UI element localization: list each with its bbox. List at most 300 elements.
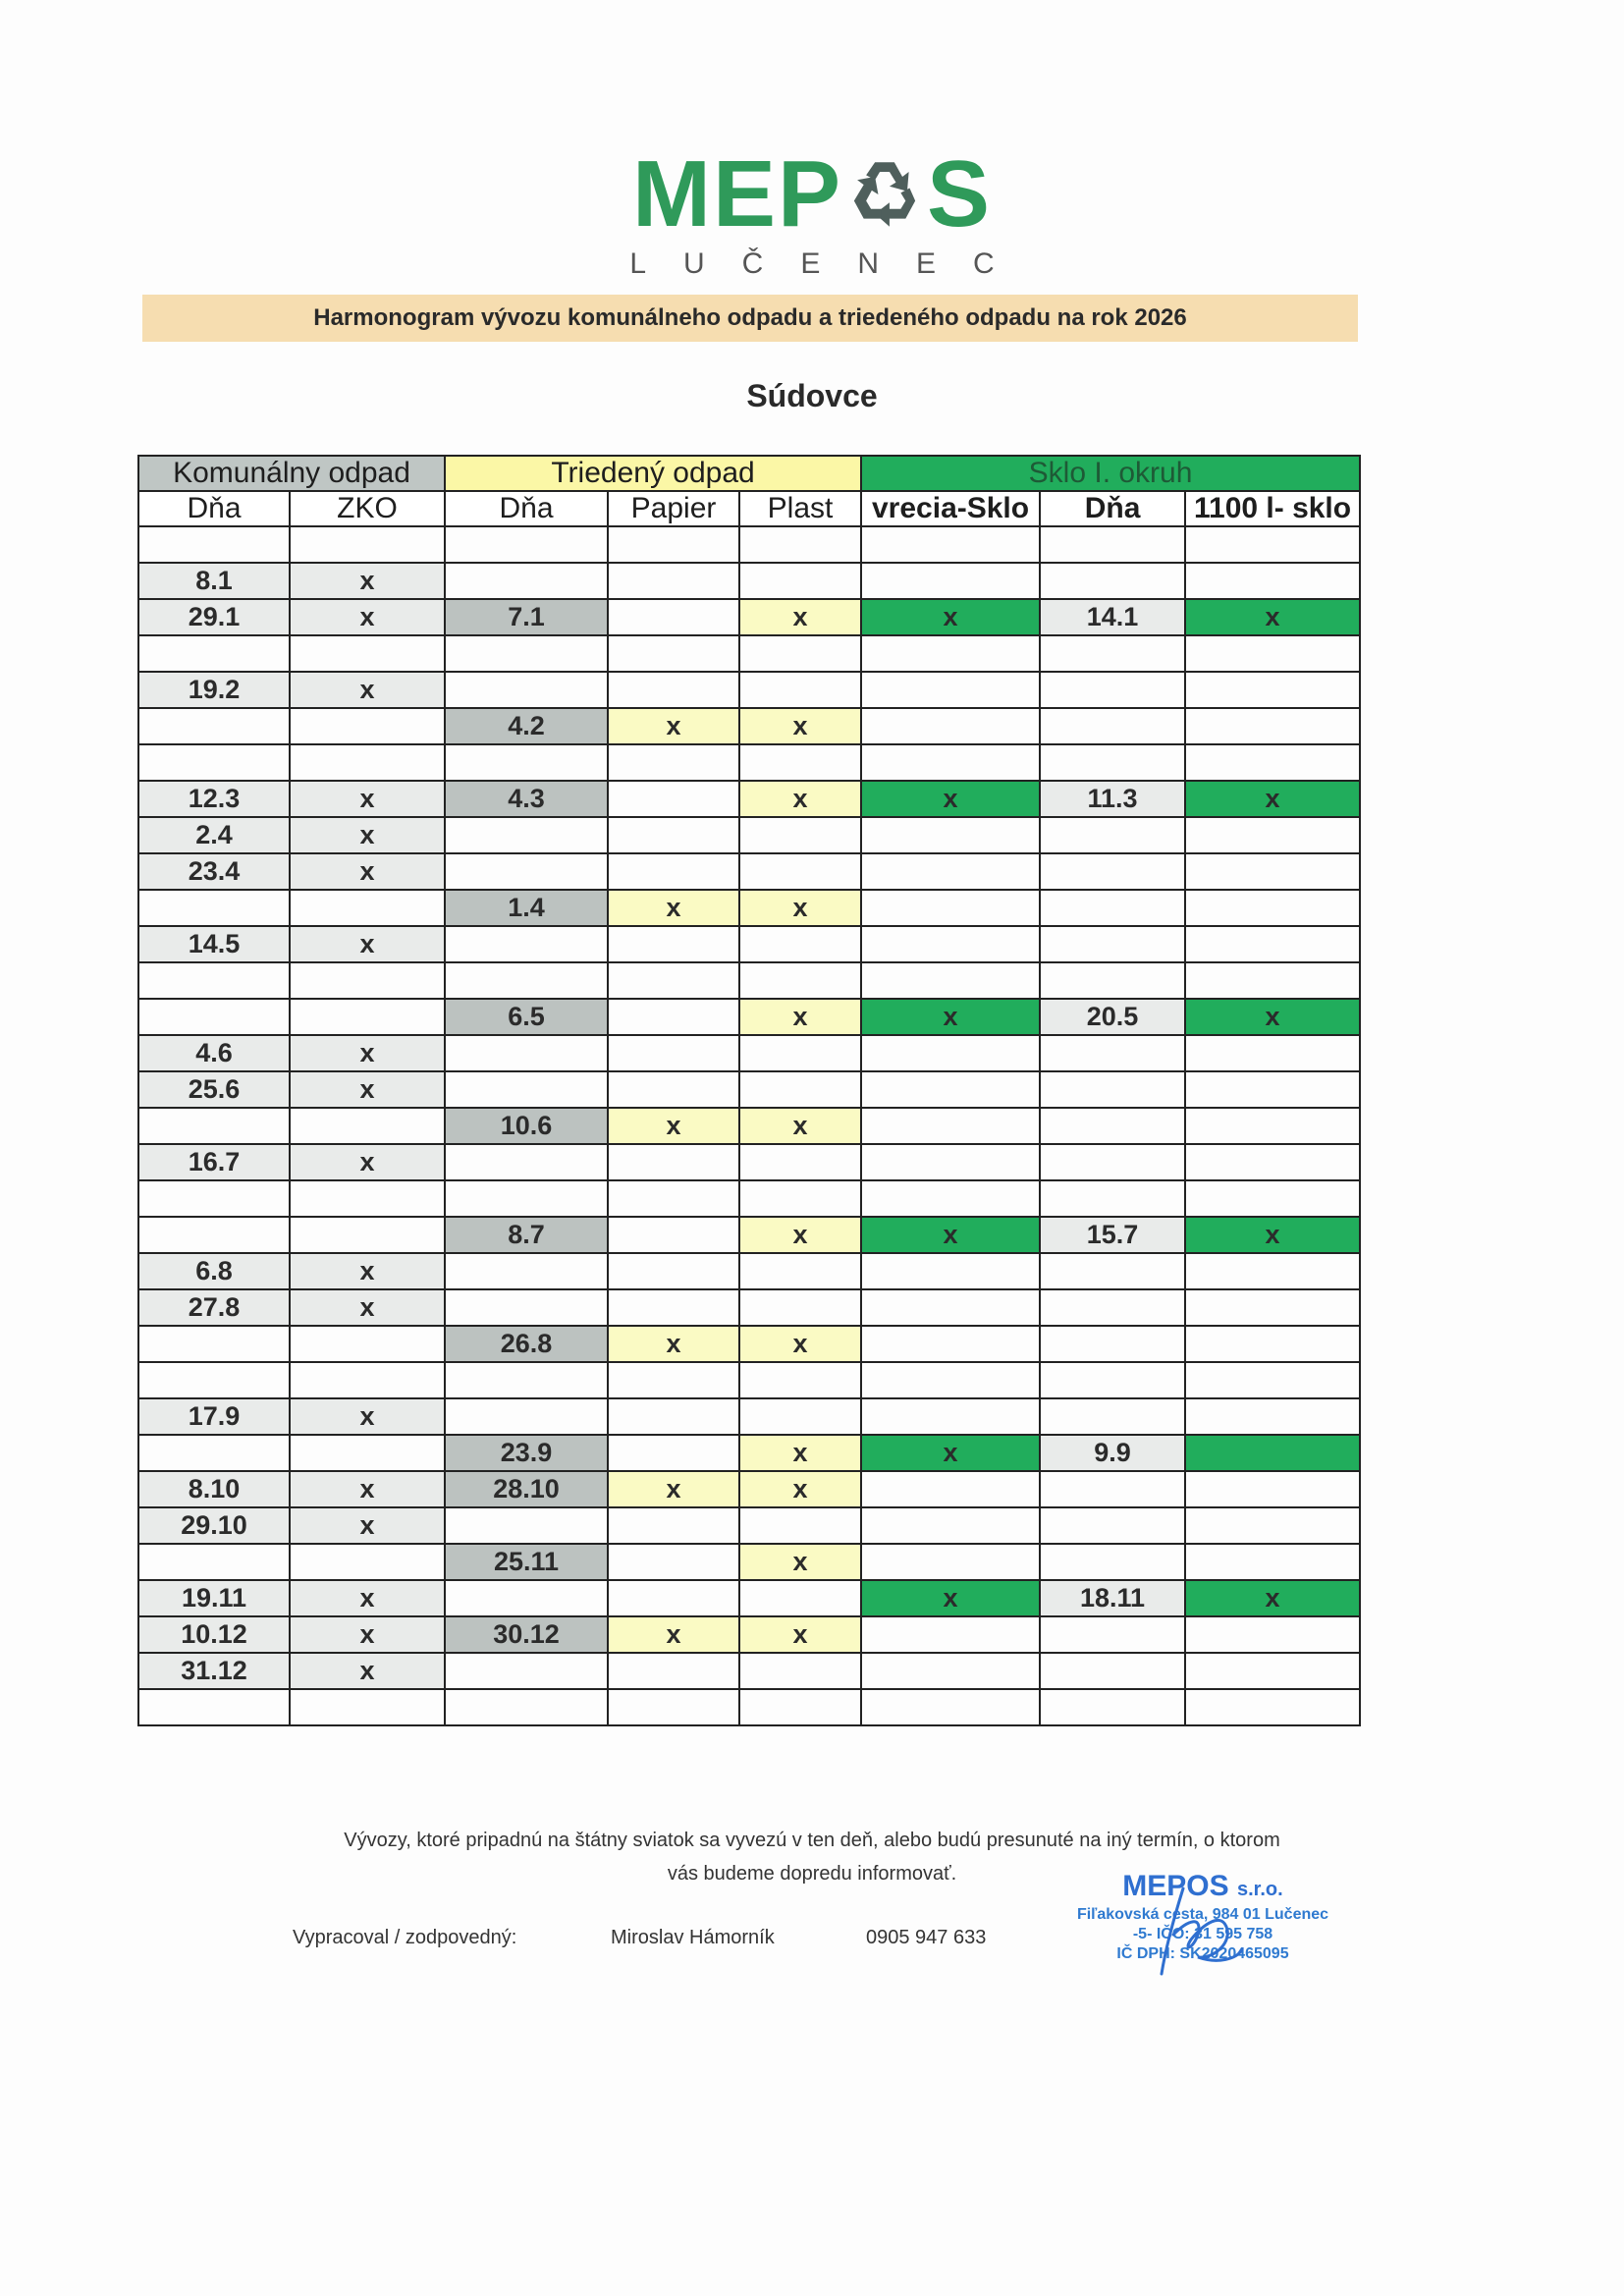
glass-date-cell: 18.11 [1040,1580,1185,1616]
logo-city: LUČENEC [629,247,1032,280]
paper-cell [608,1398,739,1435]
table-row [138,853,1360,890]
glass-bags-cell [861,1289,1040,1326]
paper-cell [608,744,739,781]
col-header-to-date: Dňa [445,491,608,526]
responsible-name: Miroslav Hámorník [611,1927,775,1948]
glass-bags-cell [861,1253,1040,1289]
zko-cell: x [290,1616,445,1653]
ko-date-cell [138,999,290,1035]
paper-cell [608,962,739,999]
table-row [138,526,1360,563]
zko-cell [290,1362,445,1398]
table-body [138,526,1360,1725]
glass-date-cell [1040,526,1185,563]
to-date-cell [445,1035,608,1071]
ko-date-cell: 4.6 [138,1035,290,1071]
to-date-cell: 10.6 [445,1108,608,1144]
zko-cell: x [290,672,445,708]
table-row [138,1471,1360,1507]
zko-cell [290,890,445,926]
table-row [138,1435,1360,1471]
glass-date-cell [1040,1362,1185,1398]
to-date-cell: 4.2 [445,708,608,744]
glass-bags-cell [861,926,1040,962]
ko-date-cell: 10.12 [138,1616,290,1653]
plastic-cell [739,1180,861,1217]
plastic-cell: x [739,1544,861,1580]
glass-bags-cell: x [861,1217,1040,1253]
glass-date-cell [1040,744,1185,781]
zko-cell [290,708,445,744]
ko-date-cell: 8.1 [138,563,290,599]
to-date-cell [445,1362,608,1398]
ko-date-cell: 16.7 [138,1144,290,1180]
glass-1100-cell [1185,1616,1360,1653]
ko-date-cell [138,635,290,672]
col-header-glass-bags: vrecia-Sklo [861,491,1040,526]
glass-bags-cell [861,1544,1040,1580]
to-date-cell [445,1253,608,1289]
ko-date-cell [138,526,290,563]
glass-bags-cell: x [861,1580,1040,1616]
plastic-cell: x [739,708,861,744]
glass-1100-cell [1185,926,1360,962]
plastic-cell [739,526,861,563]
glass-1100-cell [1185,853,1360,890]
glass-1100-cell [1185,563,1360,599]
to-date-cell [445,1398,608,1435]
responsible-phone: 0905 947 633 [866,1927,987,1948]
paper-cell [608,1253,739,1289]
zko-cell [290,1217,445,1253]
plastic-cell: x [739,890,861,926]
zko-cell: x [290,781,445,817]
zko-cell: x [290,563,445,599]
glass-1100-cell [1185,1507,1360,1544]
glass-date-cell [1040,1544,1185,1580]
zko-cell [290,1435,445,1471]
logo-wordmark [631,141,993,246]
to-date-cell: 25.11 [445,1544,608,1580]
table-row [138,563,1360,599]
to-date-cell [445,1289,608,1326]
paper-cell [608,926,739,962]
paper-cell [608,1544,739,1580]
glass-1100-cell [1185,1435,1360,1471]
holiday-note-line-2: vás budeme dopredu informovať. [667,1863,957,1885]
plastic-cell [739,817,861,853]
plastic-cell [739,1689,861,1725]
plastic-cell: x [739,1435,861,1471]
paper-cell: x [608,1471,739,1507]
zko-cell [290,1326,445,1362]
to-date-cell [445,962,608,999]
to-date-cell: 28.10 [445,1471,608,1507]
table-row [138,1689,1360,1725]
glass-1100-cell [1185,1471,1360,1507]
plastic-cell [739,1144,861,1180]
to-date-cell [445,672,608,708]
col-header-plastic: Plast [739,491,861,526]
zko-cell: x [290,1144,445,1180]
glass-1100-cell [1185,962,1360,999]
table-row [138,1217,1360,1253]
zko-cell: x [290,1035,445,1071]
table-row [138,1326,1360,1362]
paper-cell [608,1035,739,1071]
to-date-cell: 30.12 [445,1616,608,1653]
ko-date-cell [138,1689,290,1725]
glass-1100-cell: x [1185,1580,1360,1616]
plastic-cell [739,1289,861,1326]
ko-date-cell [138,890,290,926]
glass-date-cell [1040,563,1185,599]
plastic-cell [739,853,861,890]
ko-date-cell: 8.10 [138,1471,290,1507]
collection-schedule-table [137,455,1361,1726]
stamp-company: MEPOS [1122,1870,1229,1902]
paper-cell [608,1435,739,1471]
glass-bags-cell [861,1035,1040,1071]
to-date-cell [445,744,608,781]
glass-bags-cell [861,1071,1040,1108]
group-header-glass: Sklo I. okruh [861,456,1360,491]
ko-date-cell: 31.12 [138,1653,290,1689]
to-date-cell [445,563,608,599]
plastic-cell [739,744,861,781]
glass-1100-cell [1185,635,1360,672]
ko-date-cell: 29.10 [138,1507,290,1544]
glass-date-cell [1040,1471,1185,1507]
zko-cell: x [290,1071,445,1108]
plastic-cell: x [739,1108,861,1144]
zko-cell [290,999,445,1035]
glass-1100-cell [1185,708,1360,744]
glass-1100-cell [1185,1362,1360,1398]
glass-bags-cell [861,1398,1040,1435]
glass-date-cell [1040,1144,1185,1180]
company-logo [0,141,1624,281]
glass-bags-cell [861,1653,1040,1689]
paper-cell [608,1507,739,1544]
ko-date-cell: 27.8 [138,1289,290,1326]
zko-cell: x [290,1398,445,1435]
table-row [138,1144,1360,1180]
plastic-cell: x [739,1616,861,1653]
glass-1100-cell [1185,1398,1360,1435]
glass-1100-cell [1185,1544,1360,1580]
glass-date-cell [1040,1326,1185,1362]
table-row [138,1616,1360,1653]
glass-bags-cell [861,635,1040,672]
plastic-cell [739,1653,861,1689]
group-header-municipal: Komunálny odpad [138,456,445,491]
table-row [138,1544,1360,1580]
zko-cell [290,1180,445,1217]
to-date-cell [445,1653,608,1689]
logo-name-left: MEP [631,141,842,246]
ko-date-cell: 14.5 [138,926,290,962]
plastic-cell [739,672,861,708]
ko-date-cell: 25.6 [138,1071,290,1108]
glass-1100-cell [1185,890,1360,926]
zko-cell [290,744,445,781]
to-date-cell: 8.7 [445,1217,608,1253]
glass-1100-cell [1185,1253,1360,1289]
glass-1100-cell [1185,526,1360,563]
glass-bags-cell [861,1362,1040,1398]
zko-cell [290,635,445,672]
glass-date-cell [1040,890,1185,926]
ko-date-cell: 19.2 [138,672,290,708]
glass-1100-cell [1185,1035,1360,1071]
glass-1100-cell [1185,1144,1360,1180]
table-row [138,1253,1360,1289]
to-date-cell [445,1507,608,1544]
paper-cell: x [608,890,739,926]
plastic-cell: x [739,1471,861,1507]
zko-cell [290,1108,445,1144]
document-title-banner: Harmonogram vývozu komunálneho odpadu a triedeného odpadu na rok 2026 [142,295,1358,342]
glass-bags-cell [861,1144,1040,1180]
table-row [138,1653,1360,1689]
col-header-ko-date: Dňa [138,491,290,526]
glass-date-cell: 11.3 [1040,781,1185,817]
zko-cell [290,526,445,563]
plastic-cell [739,1362,861,1398]
group-header-sorted: Triedený odpad [445,456,861,491]
ko-date-cell [138,962,290,999]
paper-cell [608,817,739,853]
paper-cell [608,1071,739,1108]
table-column-header-row [138,491,1360,526]
to-date-cell: 4.3 [445,781,608,817]
zko-cell [290,962,445,999]
table-row [138,1289,1360,1326]
table-group-header-row [138,456,1360,491]
col-header-glass-date: Dňa [1040,491,1185,526]
glass-bags-cell [861,1507,1040,1544]
ko-date-cell: 6.8 [138,1253,290,1289]
plastic-cell: x [739,1326,861,1362]
to-date-cell: 7.1 [445,599,608,635]
holiday-note [0,1824,1624,1890]
table-row [138,599,1360,635]
table-row [138,635,1360,672]
to-date-cell [445,1071,608,1108]
glass-1100-cell [1185,1289,1360,1326]
glass-bags-cell: x [861,999,1040,1035]
ko-date-cell [138,1108,290,1144]
plastic-cell [739,563,861,599]
paper-cell [608,853,739,890]
glass-1100-cell [1185,1689,1360,1725]
holiday-note-line-1: Vývozy, ktoré pripadnú na štátny sviatok sa vyvezú v ten deň, alebo budú presunuté na iný termín, o ktorom [344,1830,1280,1851]
table-row [138,890,1360,926]
paper-cell [608,999,739,1035]
to-date-cell [445,926,608,962]
glass-1100-cell: x [1185,599,1360,635]
table-row [138,817,1360,853]
plastic-cell [739,635,861,672]
zko-cell: x [290,1289,445,1326]
paper-cell [608,1289,739,1326]
glass-bags-cell [861,853,1040,890]
glass-1100-cell [1185,1653,1360,1689]
paper-cell: x [608,1616,739,1653]
glass-1100-cell [1185,672,1360,708]
paper-cell [608,563,739,599]
signature-icon [1144,1881,1262,1979]
glass-bags-cell [861,1108,1040,1144]
company-stamp [1065,1871,1340,1964]
paper-cell: x [608,1108,739,1144]
to-date-cell [445,1689,608,1725]
glass-date-cell [1040,635,1185,672]
table-row [138,1180,1360,1217]
stamp-number: -5- [1132,1926,1153,1942]
zko-cell: x [290,1471,445,1507]
to-date-cell [445,1580,608,1616]
plastic-cell [739,962,861,999]
glass-1100-cell [1185,744,1360,781]
glass-date-cell [1040,1653,1185,1689]
ko-date-cell [138,1544,290,1580]
glass-date-cell [1040,926,1185,962]
paper-cell [608,781,739,817]
glass-date-cell [1040,1289,1185,1326]
stamp-address: Fiľakovská cesta, 984 01 Lučenec [1076,1906,1329,1923]
ko-date-cell: 17.9 [138,1398,290,1435]
col-header-paper: Papier [608,491,739,526]
stamp-ico-value: IČO: 31 595 758 [1156,1926,1273,1942]
table-row [138,708,1360,744]
glass-bags-cell [861,1689,1040,1725]
paper-cell [608,1180,739,1217]
table-row [138,962,1360,999]
zko-cell: x [290,926,445,962]
plastic-cell: x [739,1217,861,1253]
paper-cell: x [608,708,739,744]
glass-bags-cell [861,890,1040,926]
glass-date-cell [1040,1398,1185,1435]
glass-bags-cell: x [861,781,1040,817]
zko-cell: x [290,853,445,890]
to-date-cell [445,635,608,672]
ko-date-cell [138,708,290,744]
ko-date-cell: 2.4 [138,817,290,853]
glass-date-cell: 20.5 [1040,999,1185,1035]
zko-cell: x [290,1253,445,1289]
glass-bags-cell [861,526,1040,563]
zko-cell [290,1689,445,1725]
glass-date-cell [1040,1108,1185,1144]
plastic-cell [739,926,861,962]
plastic-cell [739,1580,861,1616]
plastic-cell: x [739,999,861,1035]
ko-date-cell [138,1326,290,1362]
glass-1100-cell: x [1185,781,1360,817]
glass-bags-cell: x [861,599,1040,635]
plastic-cell [739,1507,861,1544]
table-row [138,1362,1360,1398]
zko-cell: x [290,1653,445,1689]
zko-cell [290,1544,445,1580]
location-title: Súdovce [746,378,878,413]
stamp-suffix: s.r.o. [1237,1879,1283,1900]
glass-date-cell [1040,817,1185,853]
recycle-icon [844,154,925,235]
col-header-zko: ZKO [290,491,445,526]
table-row [138,1035,1360,1071]
responsible-label: Vypracoval / zodpovedný: [293,1927,517,1948]
table-row [138,1398,1360,1435]
glass-1100-cell [1185,1326,1360,1362]
glass-1100-cell: x [1185,1217,1360,1253]
glass-bags-cell [861,1471,1040,1507]
ko-date-cell: 19.11 [138,1580,290,1616]
plastic-cell: x [739,599,861,635]
zko-cell: x [290,817,445,853]
table-row [138,1071,1360,1108]
table-row [138,744,1360,781]
glass-bags-cell [861,672,1040,708]
glass-date-cell [1040,1071,1185,1108]
paper-cell [608,672,739,708]
glass-date-cell: 15.7 [1040,1217,1185,1253]
ko-date-cell: 29.1 [138,599,290,635]
glass-1100-cell [1185,1180,1360,1217]
glass-date-cell [1040,1035,1185,1071]
ko-date-cell [138,1435,290,1471]
to-date-cell: 1.4 [445,890,608,926]
glass-date-cell [1040,1616,1185,1653]
table-row [138,1507,1360,1544]
to-date-cell: 26.8 [445,1326,608,1362]
col-header-glass-1100: 1100 l- sklo [1185,491,1360,526]
glass-bags-cell [861,962,1040,999]
paper-cell [608,1362,739,1398]
glass-bags-cell: x [861,1435,1040,1471]
ko-date-cell [138,1362,290,1398]
paper-cell: x [608,1326,739,1362]
plastic-cell [739,1035,861,1071]
glass-date-cell [1040,672,1185,708]
table-row [138,1108,1360,1144]
to-date-cell [445,817,608,853]
glass-bags-cell [861,1616,1040,1653]
glass-bags-cell [861,1326,1040,1362]
glass-1100-cell [1185,1071,1360,1108]
table-row [138,781,1360,817]
glass-date-cell [1040,1689,1185,1725]
zko-cell: x [290,599,445,635]
glass-bags-cell [861,1180,1040,1217]
to-date-cell [445,853,608,890]
paper-cell [608,526,739,563]
logo-name-right: S [927,141,993,246]
stamp-ic-dph: IČ DPH: SK2020465095 [1116,1945,1289,1962]
glass-date-cell [1040,962,1185,999]
table-row [138,999,1360,1035]
ko-date-cell [138,1217,290,1253]
glass-date-cell [1040,853,1185,890]
paper-cell [608,1653,739,1689]
to-date-cell [445,1180,608,1217]
glass-1100-cell [1185,1108,1360,1144]
paper-cell [608,1689,739,1725]
